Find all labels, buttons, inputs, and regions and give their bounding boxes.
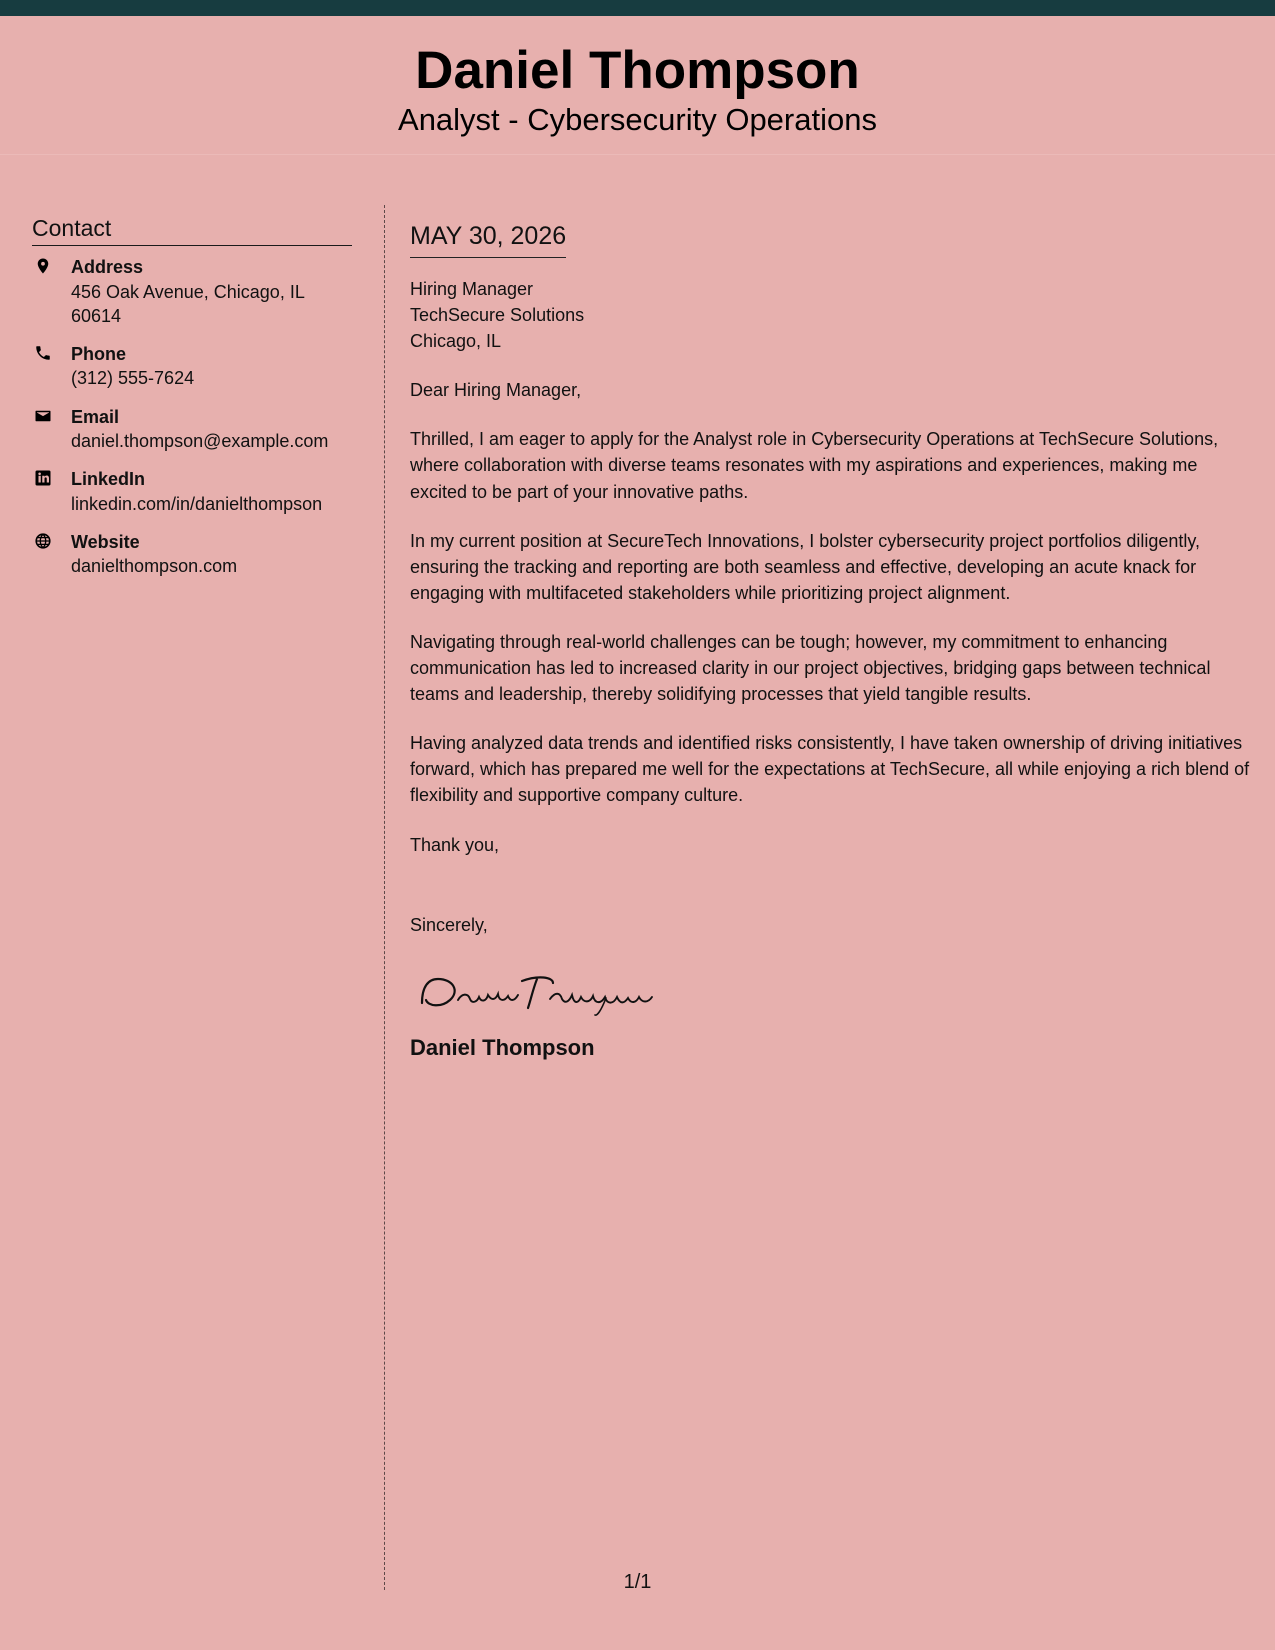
cover-letter-body (410, 221, 1250, 1061)
phone-icon (34, 344, 52, 362)
website-value: danielthompson.com (71, 556, 238, 577)
contact-heading: Contact (32, 216, 352, 246)
phone-value: (312) 555-7624 (71, 368, 195, 389)
handwritten-signature (410, 969, 670, 1017)
closing-line: Sincerely, (410, 914, 488, 935)
email-icon (34, 407, 52, 425)
recipient-company: TechSecure Solutions (410, 305, 585, 326)
recipient-block (410, 276, 1250, 354)
thanks-line: Thank you, (410, 834, 500, 855)
address-value: 456 Oak Avenue, Chicago, IL 60614 (71, 281, 305, 326)
recipient-title: Hiring Manager (410, 279, 534, 299)
letter-date: MAY 30, 2026 (410, 221, 566, 258)
dashed-column-divider (384, 205, 385, 1590)
globe-icon (34, 532, 52, 550)
contact-item-address (32, 255, 352, 328)
contact-sidebar (32, 216, 352, 593)
website-label: Website (71, 531, 140, 552)
signer-name: Daniel Thompson (410, 1034, 595, 1060)
letter-paragraph: Thrilled, I am eager to apply for the Analyst role in Cybersecurity Operations at TechSecure Solutions, where collaboration with diverse teams resonates with my aspirations and experiences, making me excited to be part of your innovative paths. (410, 429, 1219, 502)
map-pin-icon (34, 257, 52, 275)
applicant-role: Analyst - Cybersecurity Operations (398, 102, 877, 137)
page-number: 1/1 (623, 1571, 652, 1593)
letter-paragraph: Navigating through real-world challenges can be tough; however, my commitment to enhancing communication has led to increased clarity in our project objectives, bridging gaps between technical teams and leadership, thereby solidifying processes that yield tangible results. (410, 631, 1211, 705)
top-accent-bar (0, 0, 1275, 16)
letter-paragraph: Having analyzed data trends and identified risks consistently, I have taken ownership of driving initiatives forward, which has prepared me well for the expectations at TechSecure, all while enjoying a rich blend of flexibility and supportive company culture. (410, 733, 1250, 806)
document-header (0, 16, 1275, 155)
linkedin-label: LinkedIn (71, 469, 146, 490)
contact-item-website (32, 530, 352, 579)
contact-item-linkedin (32, 467, 352, 516)
email-value: daniel.thompson@example.com (71, 431, 329, 452)
letter-paragraph: In my current position at SecureTech Innovations, I bolster cybersecurity project portfolios diligently, ensuring the tracking and reporting are both seamless and effective, developing an acute knack for engaging with multifaceted stakeholders while prioritizing project alignment. (410, 530, 1201, 603)
contact-list (32, 255, 352, 578)
contact-item-phone (32, 342, 352, 391)
applicant-name: Daniel Thompson (415, 41, 860, 100)
phone-label: Phone (71, 344, 127, 365)
linkedin-icon (34, 469, 52, 487)
email-label: Email (71, 406, 120, 427)
address-label: Address (71, 257, 144, 278)
salutation: Dear Hiring Manager, (410, 380, 582, 401)
contact-item-email (32, 405, 352, 454)
linkedin-value: linkedin.com/in/danielthompson (71, 493, 323, 514)
recipient-location: Chicago, IL (410, 331, 502, 352)
